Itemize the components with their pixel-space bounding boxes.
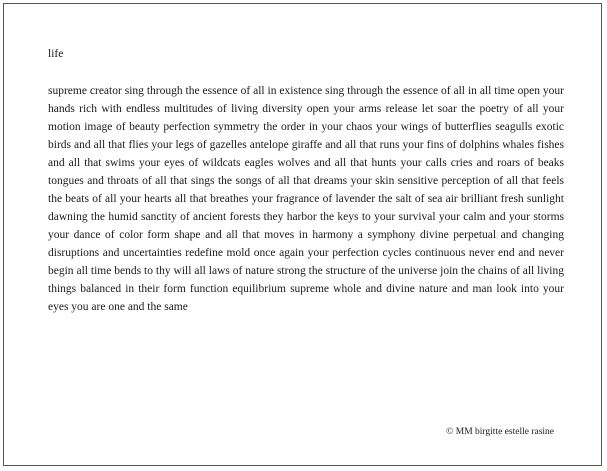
poem-body: supreme creator sing through the essence of all in existence sing through the essence of all in all time open your hands rich with endless multitudes of living diversity open your arms release let soar the poetry of all your motion image of beauty perfection symmetry the order in your chaos your wings of butterflies seagulls exotic birds and all that flies your legs of gazelles antelope giraffe and all that runs your fins of dolphins whales fishes and all that swims your eyes of wildcats eagles wolves and all that hunts your calls cries and roars of beaks tongues and throats of all that sings the songs of all that dreams your skin sensitive perception of all that feels the beats of all your hearts all that breathes your fragrance of lavender the salt of sea air brilliant fresh sunlight dawning the humid sanctity of ancient forests they harbor the keys to your survival your calm and your storms your dance of color form shape and all that moves in harmony a symphony divine perpetual and changing disruptions and uncertainties redefine mold once again your perfection cycles continuous never end and never begin all time bends to thy will all laws of nature strong the structure of the universe join the chains of all living things balanced in their form function equilibrium supreme whole and divine nature and man look into your eyes you are one and the same [48, 85, 564, 313]
poem-title: life [48, 48, 64, 60]
copyright-notice: © MM birgitte estelle rasine [446, 427, 554, 437]
page-frame [3, 3, 602, 466]
